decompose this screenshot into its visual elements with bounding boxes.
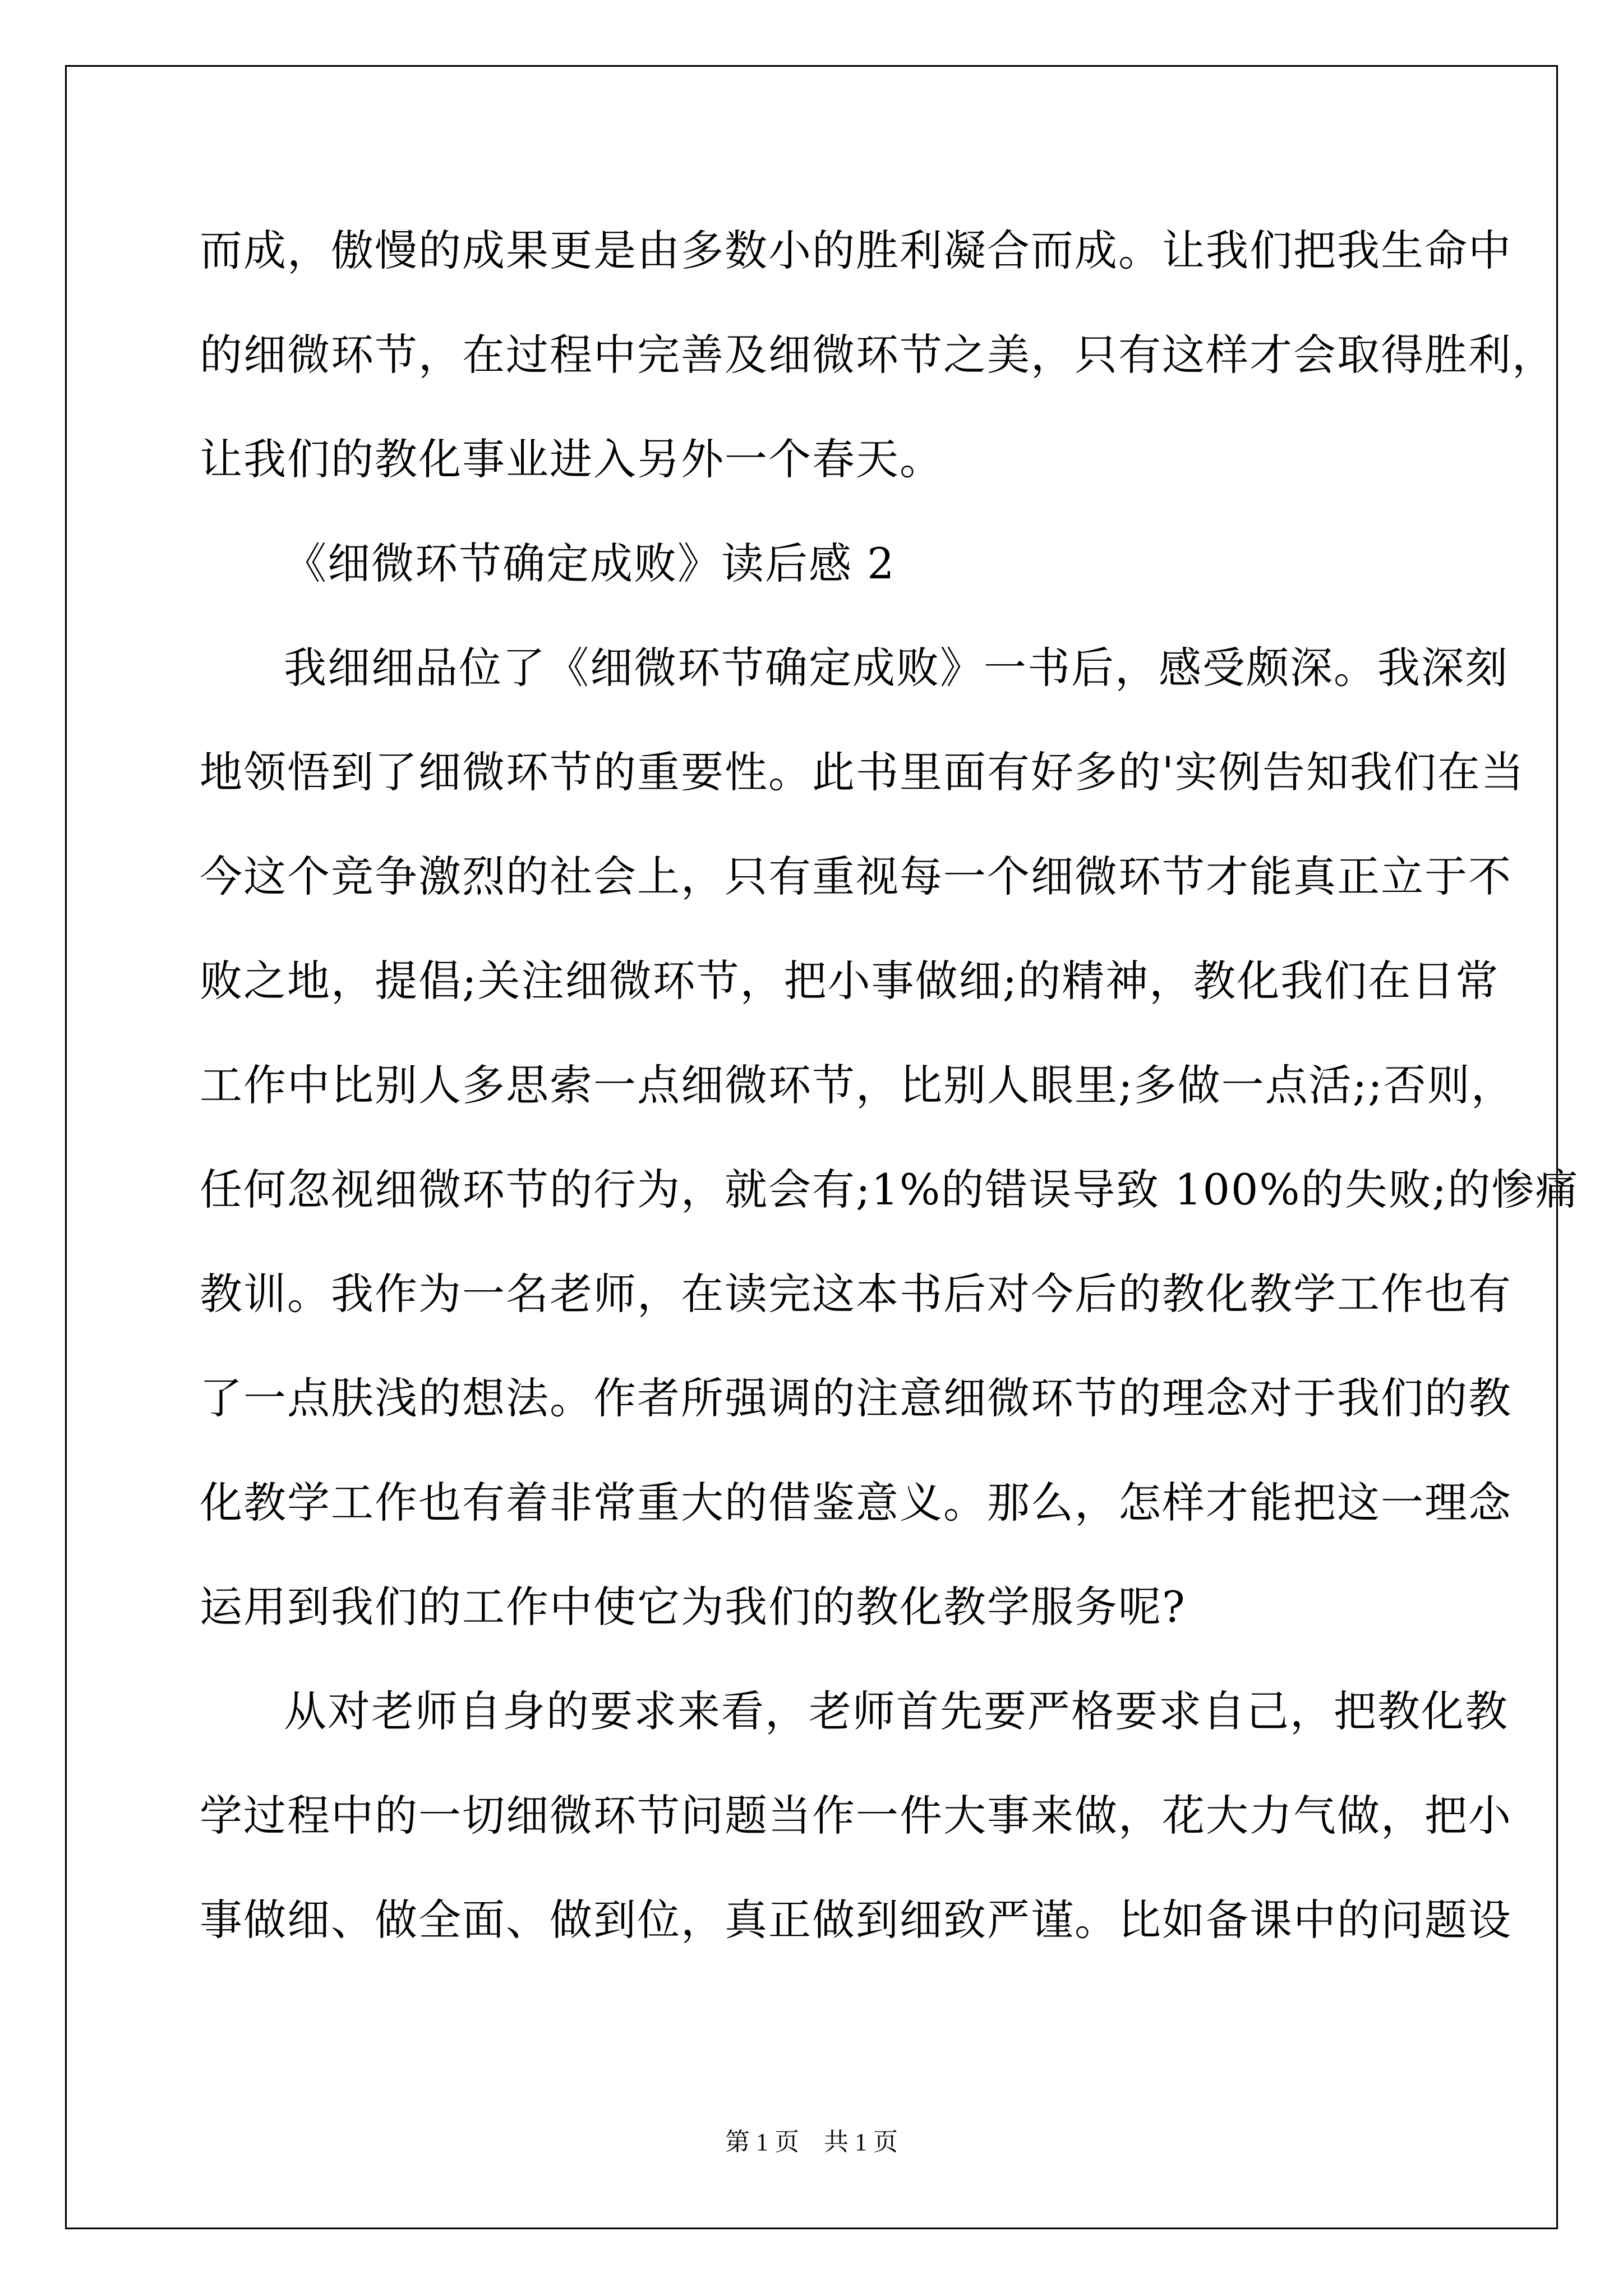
paragraph-3-line-1: 从对老师自身的要求来看，老师首先要严格要求自己，把教化教	[284, 1686, 1509, 1736]
paragraph-2-line-8: 了一点肤浅的想法。作者所强调的注意细微环节的理念对于我们的教	[200, 1373, 1512, 1423]
paragraph-3-line-2: 学过程中的一切细微环节问题当作一件大事来做，花大力气做，把小	[200, 1791, 1512, 1841]
paragraph-2-line-1: 我细细品位了《细微环节确定成败》一书后，感受颇深。我深刻	[284, 643, 1509, 693]
paragraph-1-line-2: 的细微环节，在过程中完善及细微环节之美，只有这样才会取得胜利，	[200, 330, 1556, 380]
paragraph-2-line-2: 地领悟到了细微环节的重要性。此书里面有好多的'实例告知我们在当	[200, 747, 1525, 797]
paragraph-2-line-10: 运用到我们的工作中使它为我们的教化教学服务呢?	[200, 1582, 1186, 1632]
paragraph-2-line-9: 化教学工作也有着非常重大的借鉴意义。那么，怎样才能把这一理念	[200, 1478, 1512, 1527]
document-body	[200, 199, 1579, 1972]
paragraph-2-line-7: 教训。我作为一名老师，在读完这本书后对今后的教化教学工作也有	[200, 1269, 1512, 1319]
paragraph-3-line-3: 事做细、做全面、做到位，真正做到细致严谨。比如备课中的问题设	[200, 1895, 1512, 1945]
paragraph-2-line-3: 今这个竞争激烈的社会上，只有重视每一个细微环节才能真正立于不	[200, 852, 1512, 901]
paragraph-2-line-6: 任何忽视细微环节的行为，就会有;1%的错误导致 100%的失败;的惨痛	[200, 1165, 1579, 1214]
section-heading: 《细微环节确定成败》读后感 2	[284, 539, 896, 588]
paragraph-1-line-3: 让我们的教化事业进入另外一个春天。	[200, 434, 943, 484]
page-footer: 第 1 页 共 1 页	[725, 2128, 898, 2156]
paragraph-2-line-5: 工作中比别人多思索一点细微环节，比别人眼里;多做一点活;;否则，	[200, 1060, 1515, 1110]
paragraph-2-line-4: 败之地，提倡;关注细微环节，把小事做细;的精神，教化我们在日常	[200, 956, 1500, 1006]
paragraph-1-line-1: 而成，傲慢的成果更是由多数小的胜利凝合而成。让我们把我生命中	[200, 226, 1512, 275]
